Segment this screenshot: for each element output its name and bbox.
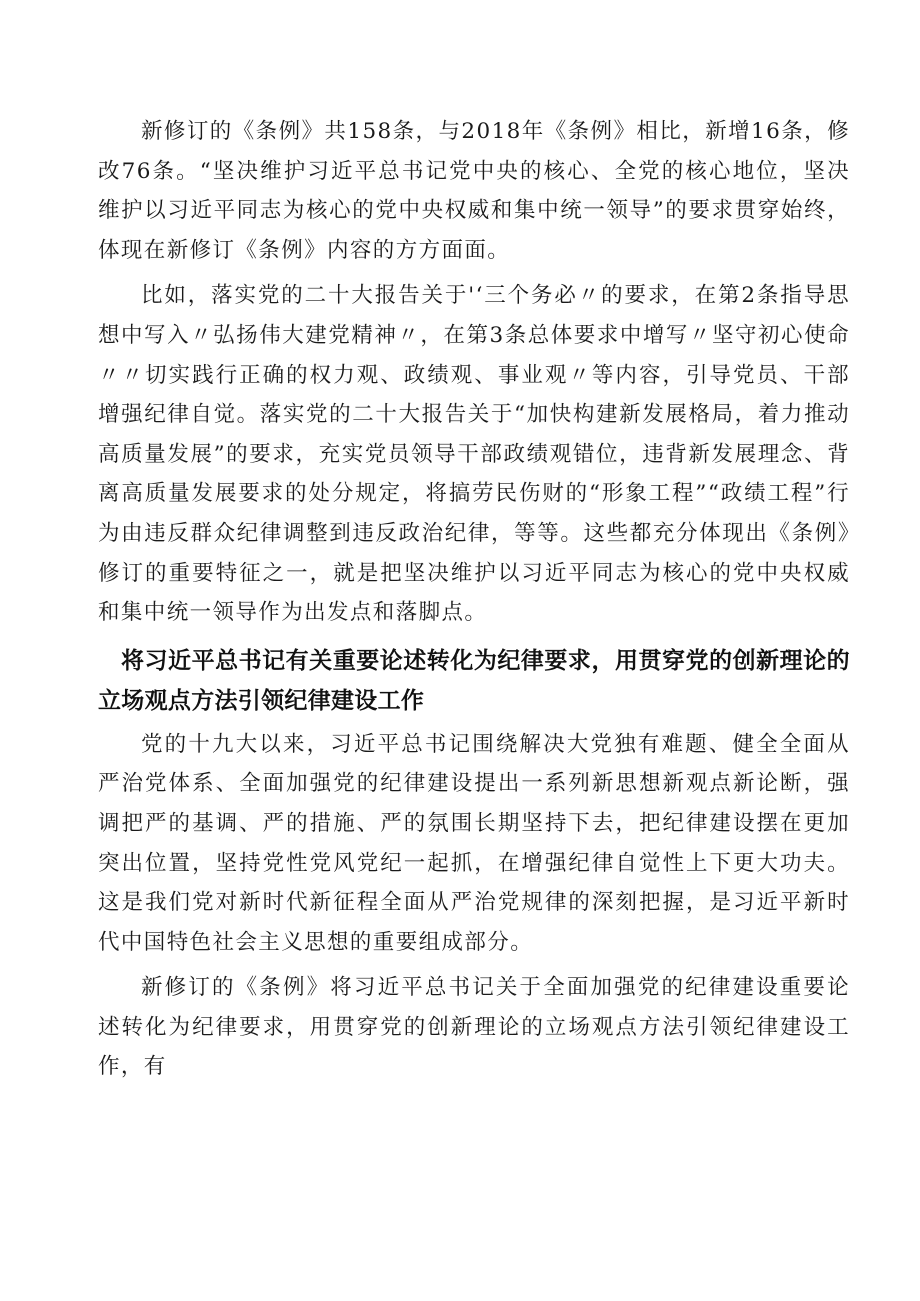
body-paragraph-4: 新修订的《条例》将习近平总书记关于全面加强党的纪律建设重要论述转化为纪律要求，用贯穿党的创新理论的立场观点方法引领纪律建设工作，有 — [98, 975, 850, 1080]
body-paragraph-2: 比如，落实党的二十大报告关于'‘三个务必〃的要求，在第2条指导思想中写入〃弘扬伟大建党精神〃，在第3条总体要求中增写〃坚守初心使命〃〃切实践行正确的权力观、政绩观、事业观〃等内容，引导党员、干部增强纪律自觉。落实党的二十大报告关于“加快构建新发展格局，着力推动高质量发展”的要求，充实党员领导干部政绩观错位，违背新发展理念、背离高质量发展要求的处分规定，将搞劳民伤财的“形象工程”“政绩工程”行为由违反群众纪律调整到违反政治纪律，等等。这些都充分体现出《条例》修订的重要特征之一，就是把坚决维护以习近平同志为核心的党中央权威和集中统一领导作为出发点和落脚点。 — [98, 283, 850, 626]
body-paragraph-1: 新修订的《条例》共158条，与2018年《条例》相比，新增16条，修改76条。“坚决维护习近平总书记党中央的核心、全党的核心地位，坚决维护以习近平同志为核心的党中央权威和集中统一领导”的要求贯穿始终，体现在新修订《条例》内容的方方面面。 — [98, 119, 850, 263]
section-heading: 将习近平总书记有关重要论述转化为纪律要求，用贯穿党的创新理论的立场观点方法引领纪律建设工作 — [98, 647, 850, 714]
body-paragraph-3: 党的十九大以来，习近平总书记围绕解决大党独有难题、健全全面从严治党体系、全面加强党的纪律建设提出一系列新思想新观点新论断，强调把严的基调、严的措施、严的氛围长期坚持下去，把纪律建设摆在更加突出位置，坚持党性党风党纪一起抓，在增强纪律自觉性上下更大功夫。这是我们党对新时代新征程全面从严治党规律的深刻把握，是习近平新时代中国特色社会主义思想的重要组成部分。 — [98, 731, 850, 955]
